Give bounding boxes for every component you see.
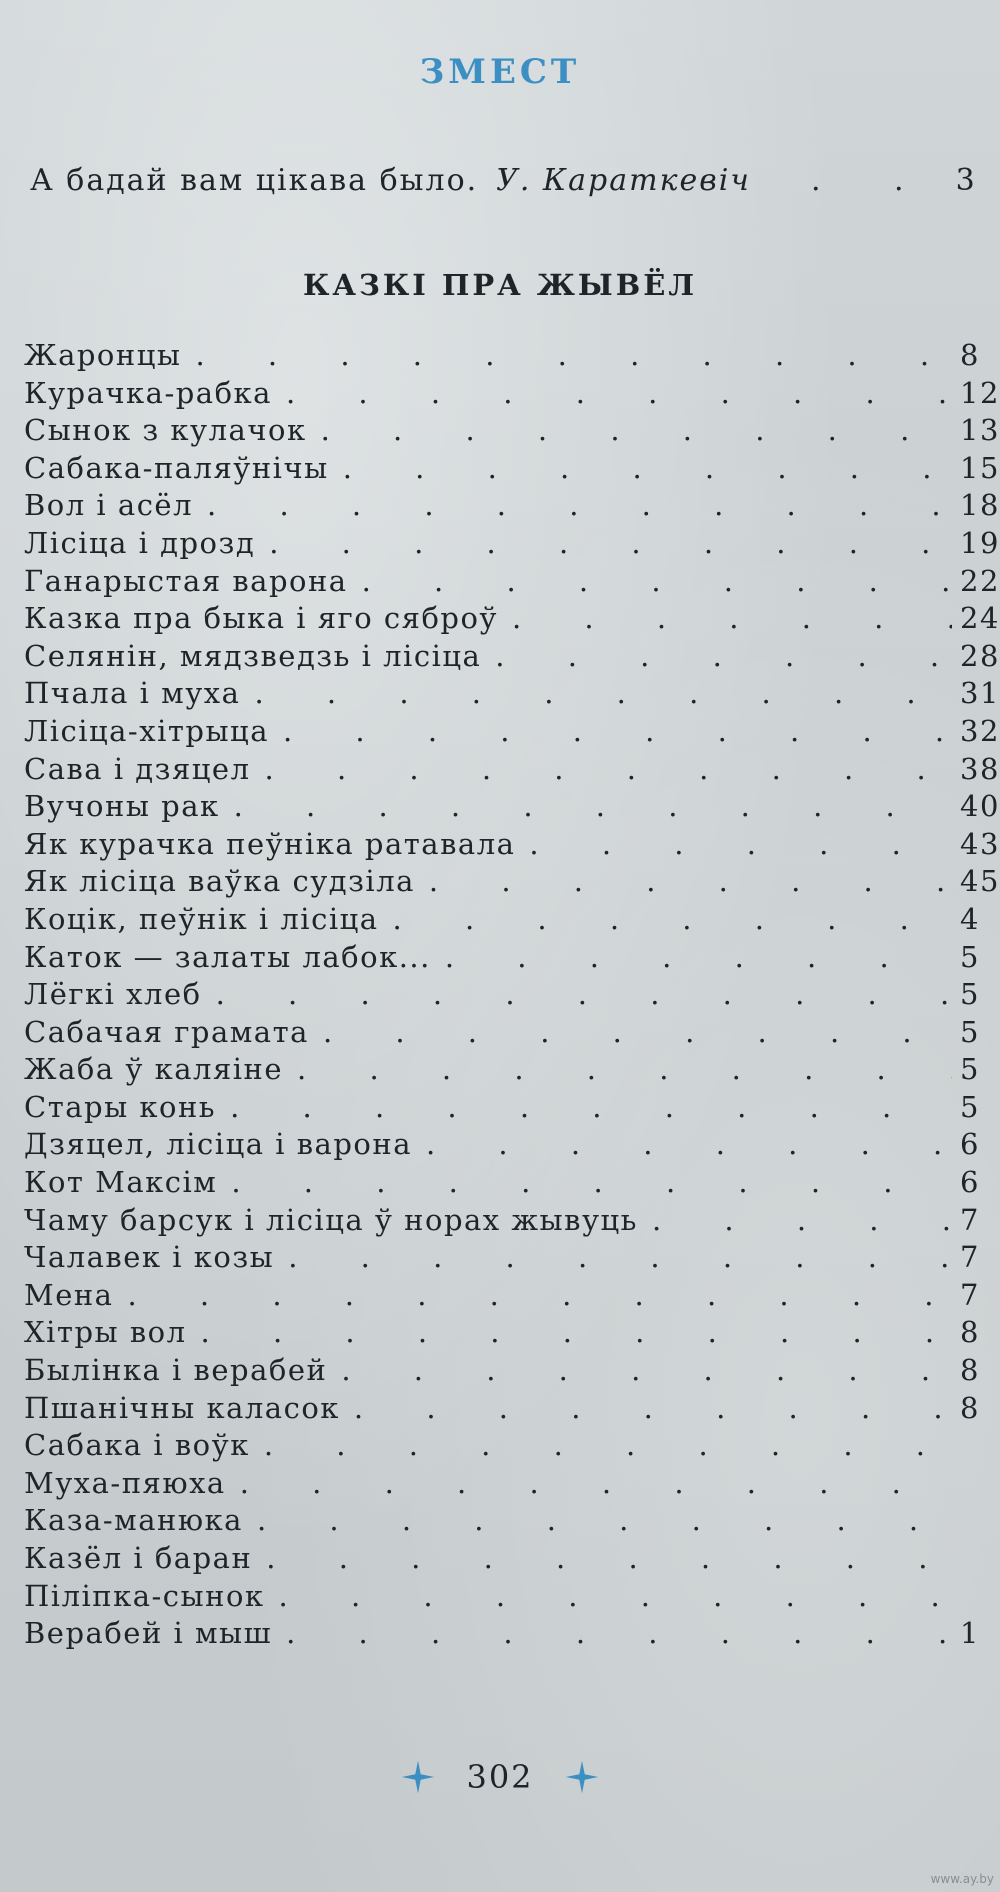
toc-entry (24, 752, 1000, 790)
toc-entry-page: 7 (960, 1202, 980, 1237)
toc-entry-page: 32 (960, 713, 1000, 748)
toc-entry-title: Хітры вол (24, 1315, 187, 1350)
toc-dot-leader (529, 827, 952, 861)
toc-entry (24, 376, 1000, 414)
toc-dot-leader (230, 1090, 952, 1124)
toc-entry (24, 526, 1000, 564)
toc-dot-leader (265, 752, 952, 786)
toc-dot-leader (240, 1466, 952, 1500)
toc-entry-page: 1 (960, 1616, 980, 1651)
toc-entry-title: Чаму барсук і лісіца ў норах жывуць (24, 1202, 638, 1237)
intro-leader: . . (810, 163, 936, 198)
toc-entry-title: Лісіца-хітрыца (24, 713, 269, 748)
toc-dot-leader (495, 639, 952, 673)
toc-entry (24, 1240, 1000, 1278)
star-shape-right (565, 1761, 597, 1793)
toc-entry (24, 827, 1000, 865)
toc-entry-title: Каза-манюка (24, 1503, 243, 1538)
toc-entry (24, 601, 1000, 639)
intro-entry (30, 163, 1000, 198)
toc-dot-leader (266, 1541, 952, 1575)
toc-entry-page: 28 (960, 638, 1000, 673)
toc-entry-title: Курачка-рабка (24, 375, 272, 410)
toc-entry-title: Дзяцел, лісіца і варона (24, 1127, 412, 1162)
toc-entry (24, 1127, 1000, 1165)
toc-entry-page: 24 (960, 601, 1000, 636)
toc-entry-title: Кот Максім (24, 1165, 218, 1200)
toc-entry-page: 13 (960, 413, 1000, 448)
toc-entry (24, 714, 1000, 752)
toc-dot-leader (201, 1315, 952, 1349)
toc-dot-leader (286, 1616, 952, 1650)
toc-dot-leader (264, 1428, 952, 1462)
toc-entry-title: Жаба ў каляіне (24, 1052, 284, 1087)
toc-dot-leader (234, 789, 952, 823)
toc-entry-page: 8 (960, 338, 980, 372)
toc-entry-title: Пшанічны каласок (24, 1390, 340, 1425)
toc-entry-page: 5 (960, 1014, 980, 1049)
page-number: 302 (466, 1758, 534, 1796)
toc-dot-leader (207, 488, 952, 522)
toc-entry-page: 38 (960, 751, 1000, 786)
toc-entry (24, 1391, 1000, 1429)
toc-entry-title: Стары конь (24, 1089, 217, 1124)
toc-dot-leader (341, 1353, 952, 1387)
watermark: www.ay.by (930, 1872, 994, 1886)
toc-entry (24, 488, 1000, 526)
toc-entry (24, 1616, 1000, 1654)
toc-entry (24, 338, 1000, 376)
toc-entry-page: 5 (960, 939, 980, 974)
toc-entry-title: Муха-пяюха (24, 1465, 226, 1500)
toc-entry-page: 18 (960, 488, 1000, 523)
section-heading: КАЗКІ ПРА ЖЫВЁЛ (302, 268, 698, 302)
toc-entry-page: 40 (960, 789, 1000, 824)
toc-entry-title: Былінка і верабей (24, 1353, 328, 1388)
toc-entry-title: Сабака-паляўнічы (24, 450, 329, 485)
toc-dot-leader (393, 902, 952, 936)
toc-entry-page: 8 (960, 1315, 980, 1350)
toc-entry (24, 1315, 1000, 1353)
toc-entry (24, 451, 1000, 489)
toc-entry-title: Коцік, пеўнік і лісіца (24, 901, 379, 936)
toc-entry (24, 1353, 1000, 1391)
toc-entry (24, 1579, 1000, 1617)
toc-entry-title: Чалавек і козы (24, 1240, 275, 1275)
toc-dot-leader (127, 1278, 952, 1312)
toc-entry-title: Як курачка пеўніка ратавала (24, 826, 516, 861)
toc-dot-leader (426, 1127, 952, 1161)
toc-entry-title: Пчала і муха (24, 676, 241, 711)
toc-entry (24, 1052, 1000, 1090)
toc-dot-leader (512, 601, 952, 635)
toc-entry-title: Ганарыстая варона (24, 563, 348, 598)
toc-entry (24, 1503, 1000, 1541)
toc-entry (24, 977, 1000, 1015)
toc-dot-leader (297, 1052, 952, 1086)
toc-entry (24, 564, 1000, 602)
toc-entry (24, 1541, 1000, 1579)
toc-entry (24, 902, 1000, 940)
toc-entry-title: Сабачая грамата (24, 1014, 309, 1049)
toc-entry-title: Вучоны рак (24, 789, 220, 824)
intro-author: У. Караткевіч (496, 163, 751, 198)
toc-entry (24, 789, 1000, 827)
star-icon-right (564, 1759, 600, 1795)
toc-entry-page: 6 (960, 1165, 980, 1200)
star-shape-left (402, 1761, 434, 1793)
toc-entry (24, 1278, 1000, 1316)
toc-dot-leader (286, 376, 952, 410)
toc-dot-leader (354, 1391, 952, 1425)
toc-entry (24, 1428, 1000, 1466)
toc-dot-leader (321, 413, 952, 447)
toc-entry-page: 19 (960, 525, 1000, 560)
toc-entry-page: 7 (960, 1240, 980, 1275)
toc-entry-page: 4 (960, 901, 980, 936)
toc-entry-page: 5 (960, 977, 980, 1012)
toc-list (24, 338, 1000, 1654)
toc-entry-page: 15 (960, 450, 1000, 485)
toc-entry-page: 6 (960, 1127, 980, 1162)
toc-entry (24, 940, 1000, 978)
toc-dot-leader (257, 1503, 952, 1537)
toc-entry-page: 31 (960, 676, 1000, 711)
toc-entry (24, 1165, 1000, 1203)
toc-dot-leader (269, 526, 952, 560)
toc-entry-page: 8 (960, 1353, 980, 1388)
toc-entry-page: 43 (960, 826, 1000, 861)
toc-dot-leader (445, 940, 952, 974)
toc-entry-title: Як лісіца ваўка судзіла (24, 864, 415, 899)
toc-entry (24, 1203, 1000, 1241)
toc-entry-title: Селянін, мядзведзь і лісіца (24, 638, 482, 673)
toc-entry-title: Лёгкі хлеб (24, 977, 202, 1012)
toc-dot-leader (652, 1203, 952, 1237)
toc-entry-page: 5 (960, 1089, 980, 1124)
toc-entry (24, 1466, 1000, 1504)
toc-entry-title: Казка пра быка і яго сяброў (24, 601, 498, 636)
toc-entry-page: 8 (960, 1390, 980, 1425)
toc-dot-leader (429, 864, 952, 898)
toc-entry-title: Мена (24, 1277, 114, 1312)
toc-entry-page: 45 (960, 864, 1000, 899)
toc-dot-leader (362, 564, 952, 598)
page-footer (0, 1758, 1000, 1796)
toc-entry (24, 639, 1000, 677)
toc-entry-title: Сава і дзяцел (24, 751, 251, 786)
toc-entry (24, 676, 1000, 714)
toc-entry (24, 1090, 1000, 1128)
toc-entry (24, 413, 1000, 451)
toc-entry-page: 22 (960, 563, 1000, 598)
toc-entry-title: Сабака і воўк (24, 1428, 250, 1463)
toc-entry-title: Каток — залаты лабок... (24, 939, 431, 974)
toc-entry (24, 1015, 1000, 1053)
toc-dot-leader (323, 1015, 952, 1049)
toc-dot-leader (279, 1579, 952, 1613)
toc-entry (24, 864, 1000, 902)
toc-dot-leader (254, 676, 952, 710)
star-icon-left (400, 1759, 436, 1795)
toc-dot-leader (343, 451, 952, 485)
toc-dot-leader (283, 714, 952, 748)
toc-dot-leader (195, 338, 952, 372)
toc-entry-title: Казёл і баран (24, 1541, 253, 1575)
toc-dot-leader (216, 977, 952, 1011)
intro-title: А бадай вам цікава было. (30, 163, 479, 198)
toc-entry-page: 12 (960, 375, 1000, 410)
toc-entry-title: Лісіца і дрозд (24, 525, 256, 560)
page-title: ЗМЕСТ (419, 52, 581, 92)
toc-entry-title: Жаронцы (24, 338, 182, 372)
toc-entry-title: Пілiпка-сынок (24, 1578, 265, 1613)
intro-page-number: 3 (955, 163, 977, 198)
toc-dot-leader (231, 1165, 952, 1199)
toc-entry-title: Сынок з кулачок (24, 413, 307, 448)
toc-entry-page: 7 (960, 1277, 980, 1312)
toc-entry-title: Верабей і мыш (24, 1616, 273, 1651)
toc-entry-title: Вол і асёл (24, 488, 194, 523)
toc-dot-leader (288, 1240, 952, 1274)
toc-entry-page: 5 (960, 1052, 980, 1087)
